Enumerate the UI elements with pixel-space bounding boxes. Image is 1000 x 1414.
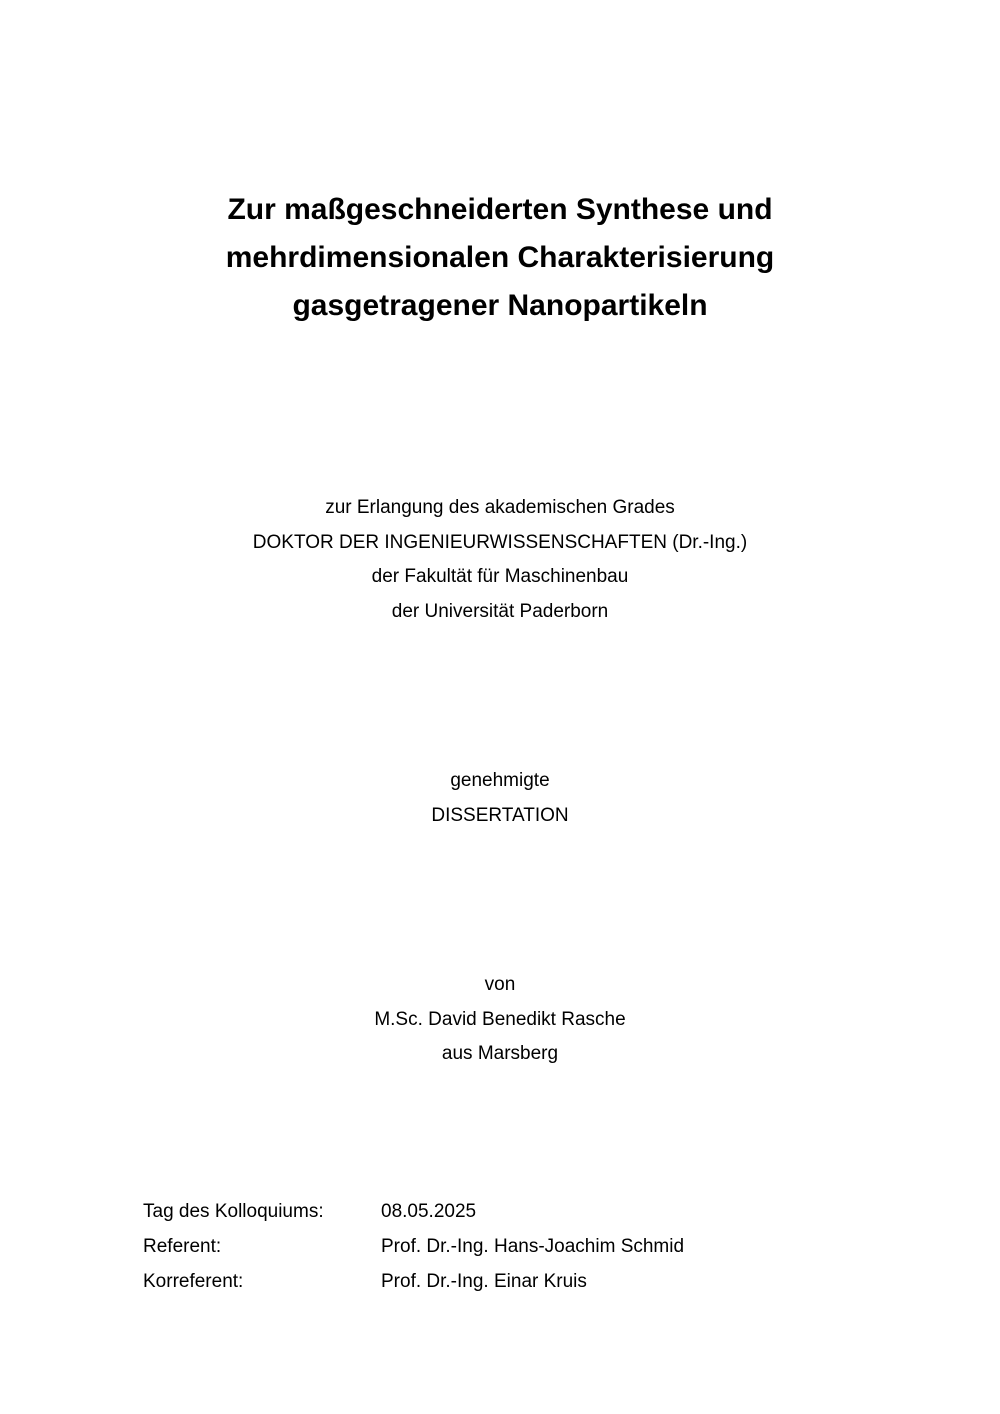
degree-statement	[100, 491, 900, 629]
title-line: gasgetragener Nanopartikeln	[292, 289, 708, 322]
info-row-colloquium-date	[143, 1194, 684, 1229]
degree-line: der Universität Paderborn	[391, 600, 609, 622]
author-origin: aus Marsberg	[441, 1043, 559, 1064]
info-value: 08.05.2025	[381, 1201, 477, 1222]
degree-line: zur Erlangung des akademischen Grades	[325, 497, 675, 518]
dissertation-label	[100, 764, 900, 833]
info-row-referent	[143, 1229, 684, 1264]
degree-line: DOKTOR DER INGENIEURWISSENSCHAFTEN (Dr.-Ing.)	[252, 531, 748, 553]
dissertation-title	[100, 186, 900, 330]
degree-line: der Fakultät für Maschinenbau	[371, 566, 629, 587]
colloquium-info	[143, 1194, 684, 1299]
dissertation-line: DISSERTATION	[431, 804, 569, 826]
info-value: Prof. Dr.-Ing. Einar Kruis	[381, 1271, 587, 1292]
author-block	[100, 968, 900, 1072]
author-name: M.Sc. David Benedikt Rasche	[374, 1008, 626, 1030]
dissertation-line: genehmigte	[450, 770, 550, 791]
info-value: Prof. Dr.-Ing. Hans-Joachim Schmid	[381, 1236, 685, 1257]
title-line: Zur maßgeschneiderten Synthese und	[227, 193, 773, 226]
title-line: mehrdimensionalen Charakterisierung	[225, 241, 775, 274]
author-line: von	[484, 974, 516, 995]
info-label: Korreferent:	[143, 1271, 244, 1292]
info-label: Referent:	[143, 1236, 222, 1257]
info-row-korreferent	[143, 1264, 684, 1299]
info-label: Tag des Kolloquiums:	[143, 1201, 324, 1222]
